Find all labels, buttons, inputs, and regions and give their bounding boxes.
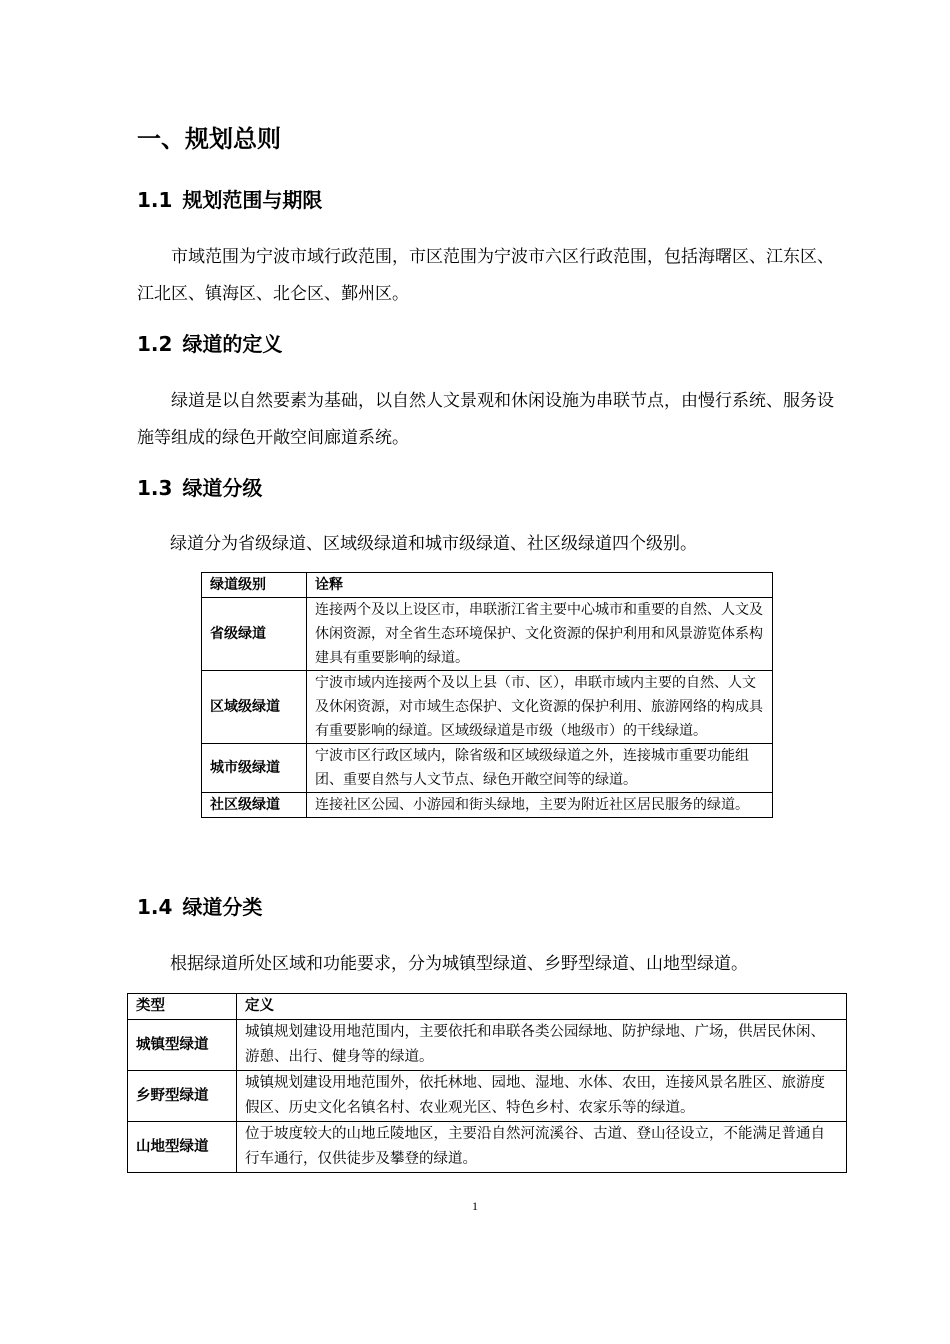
table-header-cell: 绿道级别 (202, 573, 307, 598)
section-heading-1-4 (137, 893, 262, 921)
table-label-cell: 区域级绿道 (202, 671, 307, 744)
table-desc-cell: 连接社区公园、小游园和街头绿地，主要为附近社区居民服务的绿道。 (307, 793, 773, 818)
table-row (128, 1020, 847, 1071)
table-row (128, 1122, 847, 1173)
section-number: 1.3 (137, 476, 173, 500)
table-header-cell: 类型 (128, 994, 237, 1020)
section-title: 绿道分类 (182, 895, 263, 919)
section-heading-1-3 (137, 474, 262, 502)
table-label-cell: 城镇型绿道 (128, 1020, 237, 1071)
paragraph-definition: 绿道是以自然要素为基础，以自然人文景观和休闲设施为串联节点，由慢行系统、服务设施等组成的绿色开敞空间廊道系统。 (137, 391, 834, 448)
table-label-cell: 城市级绿道 (202, 744, 307, 793)
table-row (202, 598, 773, 671)
table-header-cell: 诠释 (307, 573, 773, 598)
table-header-cell: 定义 (237, 994, 847, 1020)
table-desc-cell: 城镇规划建设用地范围内，主要依托和串联各类公园绿地、防护绿地、广场，供居民休闲、游憩、出行、健身等的绿道。 (237, 1020, 847, 1071)
table-label-cell: 乡野型绿道 (128, 1071, 237, 1122)
table-header-row (202, 573, 773, 598)
table-desc-cell: 位于坡度较大的山地丘陵地区，主要沿自然河流溪谷、古道、登山径设立，不能满足普通自行车通行，仅供徒步及攀登的绿道。 (237, 1122, 847, 1173)
grading-table (201, 572, 773, 818)
table-label-cell: 省级绿道 (202, 598, 307, 671)
table-label-cell: 山地型绿道 (128, 1122, 237, 1173)
table-header-row (128, 994, 847, 1020)
page-number: 1 (472, 1199, 478, 1213)
section-title: 绿道分级 (182, 476, 263, 500)
section-heading-1-1 (137, 186, 322, 214)
table-label-cell: 社区级绿道 (202, 793, 307, 818)
section-title: 绿道的定义 (182, 332, 283, 356)
section-number: 1.4 (137, 895, 173, 919)
paragraph-grading: 绿道分为省级绿道、区域级绿道和城市级绿道、社区级绿道四个级别。 (170, 534, 697, 554)
table-row (202, 671, 773, 744)
table-desc-cell: 连接两个及以上设区市，串联浙江省主要中心城市和重要的自然、人文及休闲资源，对全省生态环境保护、文化资源的保护利用和风景游览体系构建具有重要影响的绿道。 (307, 598, 773, 671)
table-row (128, 1071, 847, 1122)
chapter-heading: 一、规划总则 (137, 125, 281, 153)
classification-table (127, 993, 847, 1173)
section-title: 规划范围与期限 (182, 188, 323, 212)
section-number: 1.2 (137, 332, 173, 356)
section-heading-1-2 (137, 330, 282, 358)
paragraph-scope: 市域范围为宁波市域行政范围，市区范围为宁波市六区行政范围，包括海曙区、江东区、江北区、镇海区、北仑区、鄞州区。 (137, 247, 834, 304)
table-row (202, 793, 773, 818)
table-desc-cell: 宁波市区行政区域内，除省级和区域级绿道之外，连接城市重要功能组团、重要自然与人文节点、绿色开敞空间等的绿道。 (307, 744, 773, 793)
section-number: 1.1 (137, 188, 173, 212)
paragraph-classification: 根据绿道所处区域和功能要求，分为城镇型绿道、乡野型绿道、山地型绿道。 (170, 954, 748, 974)
table-row (202, 744, 773, 793)
table-desc-cell: 宁波市域内连接两个及以上县（市、区），串联市域内主要的自然、人文及休闲资源，对市域生态保护、文化资源的保护利用、旅游网络的构成具有重要影响的绿道。区域级绿道是市级（地级市）的干线绿道。 (307, 671, 773, 744)
table-desc-cell: 城镇规划建设用地范围外，依托林地、园地、湿地、水体、农田，连接风景名胜区、旅游度假区、历史文化名镇名村、农业观光区、特色乡村、农家乐等的绿道。 (237, 1071, 847, 1122)
